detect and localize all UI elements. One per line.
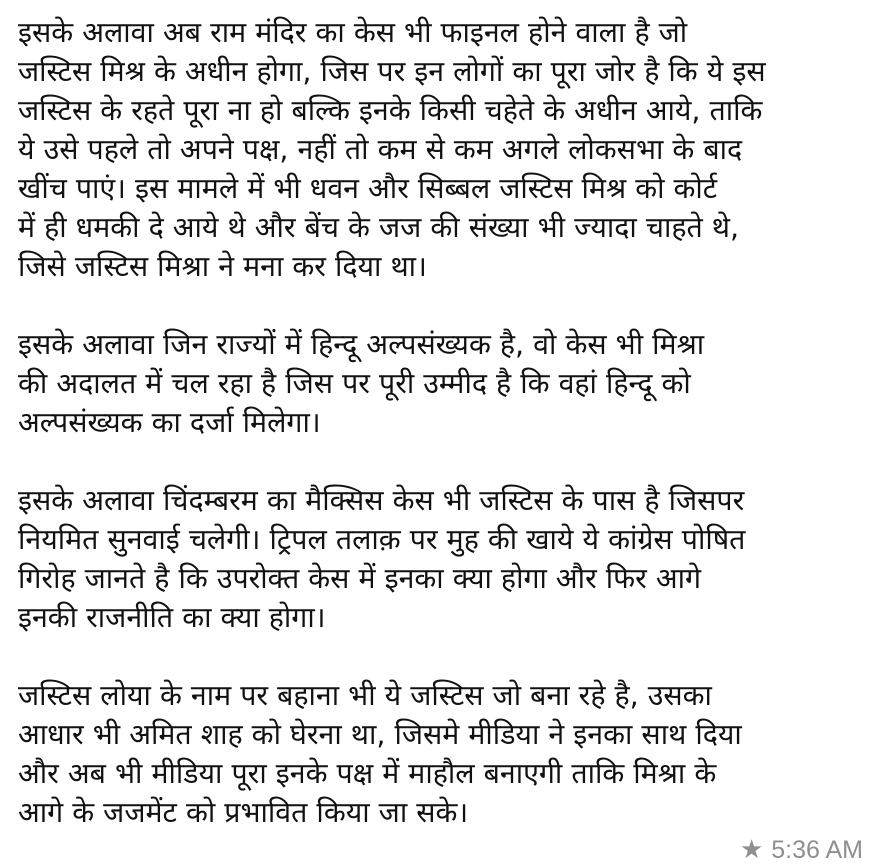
paragraph-spacer bbox=[18, 286, 869, 325]
paragraph-1 bbox=[18, 13, 869, 286]
text-line: गिरोह जानते है कि उपरोक्त केस में इनका क्या होगा और फिर आगे bbox=[18, 562, 702, 595]
text-line: इसके अलावा जिन राज्यों में हिन्दू अल्पसंख्यक है, वो केस भी मिश्रा bbox=[18, 328, 705, 361]
text-line: जिसे जस्टिस मिश्रा ने मना कर दिया था। bbox=[18, 250, 427, 283]
paragraph-spacer bbox=[18, 637, 869, 676]
paragraph-4 bbox=[18, 676, 869, 832]
text-line: आगे के जजमेंट को प्रभावित किया जा सके। bbox=[18, 796, 469, 829]
star-icon[interactable]: ★ bbox=[739, 835, 764, 865]
text-line: जस्टिस मिश्र के अधीन होगा, जिस पर इन लोगों का पूरा जोर है कि ये इस bbox=[18, 55, 766, 88]
text-line: और अब भी मीडिया पूरा इनके पक्ष में माहौल बनाएगी ताकि मिश्रा के bbox=[18, 757, 717, 790]
paragraph-spacer bbox=[18, 442, 869, 481]
message-meta bbox=[740, 837, 863, 863]
message-timestamp: 5:36 AM bbox=[771, 836, 863, 864]
message-text bbox=[18, 13, 869, 832]
text-line: आधार भी अमित शाह को घेरना था, जिसमे मीडिया ने इनका साथ दिया bbox=[18, 718, 742, 751]
text-line: में ही धमकी दे आये थे और बेंच के जज की संख्या भी ज्यादा चाहते थे, bbox=[18, 211, 740, 244]
text-line: इनकी राजनीति का क्या होगा। bbox=[18, 601, 326, 634]
text-line: अल्पसंख्यक का दर्जा मिलेगा। bbox=[18, 406, 321, 439]
text-line: जस्टिस लोया के नाम पर बहाना भी ये जस्टिस जो बना रहे है, उसका bbox=[18, 679, 712, 712]
text-line: इसके अलावा चिंदम्बरम का मैक्सिस केस भी जस्टिस के पास है जिसपर bbox=[18, 484, 745, 517]
text-line: की अदालत में चल रहा है जिस पर पूरी उम्मीद है कि वहां हिन्दू को bbox=[18, 367, 691, 400]
text-line: जस्टिस के रहते पूरा ना हो बल्कि इनके किसी चहेते के अधीन आये, ताकि bbox=[18, 94, 763, 127]
text-line: खींच पाएं। इस मामले में भी धवन और सिब्बल जस्टिस मिश्र को कोर्ट bbox=[18, 172, 718, 205]
paragraph-3 bbox=[18, 481, 869, 637]
paragraph-2 bbox=[18, 325, 869, 442]
text-line: इसके अलावा अब राम मंदिर का केस भी फाइनल होने वाला है जो bbox=[18, 16, 688, 49]
text-line: ये उसे पहले तो अपने पक्ष, नहीं तो कम से कम अगले लोकसभा के बाद bbox=[18, 133, 743, 166]
text-line: नियमित सुनवाई चलेगी। ट्रिपल तलाक़ पर मुह की खाये ये कांग्रेस पोषित bbox=[18, 523, 746, 556]
